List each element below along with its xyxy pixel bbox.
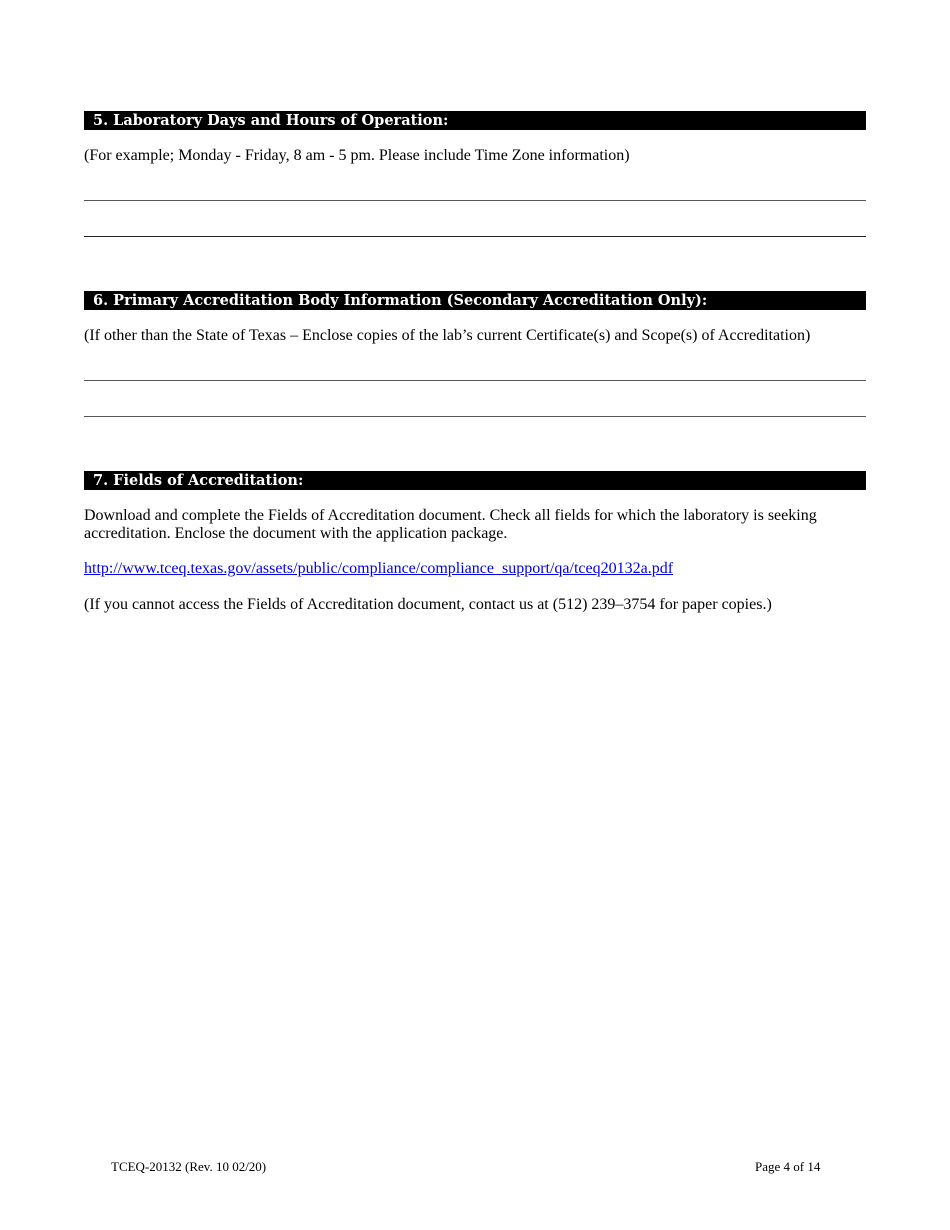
- section-7-heading: 7. Fields of Accreditation:: [84, 471, 866, 490]
- section-6-heading: 6. Primary Accreditation Body Information (Secondary Accreditation Only):: [84, 291, 866, 310]
- section-6-instruction: (If other than the State of Texas – Enclose copies of the lab’s current Certificate(s) and Scope(s) of Accreditation): [84, 327, 811, 344]
- section-6-entry-line-2[interactable]: [84, 416, 866, 417]
- section-6-entry-line-1[interactable]: [84, 380, 866, 381]
- section-5-instruction: (For example; Monday - Friday, 8 am - 5 pm. Please include Time Zone information): [84, 147, 630, 164]
- fields-of-accreditation-link-wrap: [84, 560, 874, 578]
- section-7-body: Download and complete the Fields of Accreditation document. Check all fields for which the laboratory is seeking accreditation. Enclose the document with the application package.: [84, 507, 817, 542]
- fields-of-accreditation-link[interactable]: http://www.tceq.texas.gov/assets/public/compliance/compliance_support/qa/tceq20132a.pdf: [84, 560, 674, 577]
- footer-page-number: Page 4 of 14: [755, 1159, 821, 1174]
- section-7-contact-note: (If you cannot access the Fields of Accreditation document, contact us at (512) 239–3754 for paper copies.): [84, 596, 772, 613]
- section-5-heading: 5. Laboratory Days and Hours of Operation:: [84, 111, 866, 130]
- section-5-entry-line-2[interactable]: [84, 236, 866, 237]
- footer-form-id: TCEQ-20132 (Rev. 10 02/20): [111, 1159, 267, 1174]
- section-5-entry-line-1[interactable]: [84, 200, 866, 201]
